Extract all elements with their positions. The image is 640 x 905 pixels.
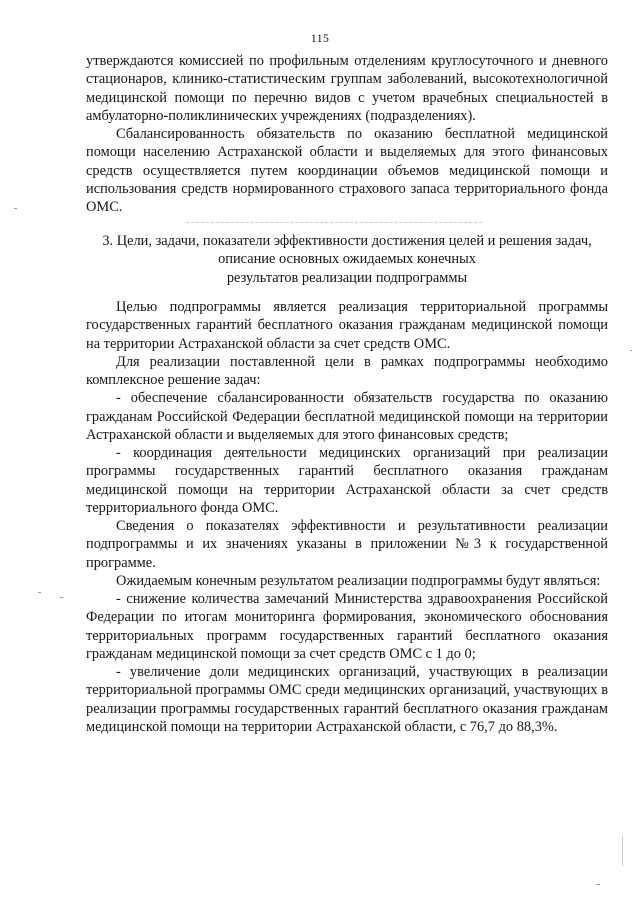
intro-paragraph: Сбалансированность обязательств по оказанию бесплатной медицинской помощи населению Астраханской области и выделяемых для этого финансовых средств осуществляется путем координации объемов медицинской помощи и использования средств нормированного страхового запаса территориального фонда ОМС.	[86, 126, 608, 215]
scan-speck	[14, 208, 17, 209]
body-paragraph: Сведения о показателях эффективности и результативности реализации подпрограммы и их значениях указаны в приложении №3 к государственной программе.	[86, 518, 608, 571]
section-heading-line: результатов реализации подпрограммы	[226, 269, 468, 286]
body-paragraph: - координация деятельности медицинских организаций при реализации программы государственных гарантий бесплатного оказания гражданам медицинской помощи на территории Астраханской области за счет средств территориального фонда ОМС.	[86, 445, 608, 516]
scan-speck	[630, 350, 632, 351]
scan-speck	[596, 884, 600, 885]
body-section	[86, 298, 608, 736]
body-paragraph: Для реализации поставленной цели в рамках подпрограммы необходимо комплексное решение задач:	[86, 353, 608, 388]
scan-speck	[60, 597, 63, 598]
section-heading-line: 3. Цели, задачи, показатели эффективности достижения целей и решения задач,	[102, 233, 592, 249]
intro-paragraph: утверждаются комиссией по профильным отделениям круглосуточного и дневного стационаров, клинико-статистическим группам заболеваний, высокотехнологичной медицинской помощи по перечню видов с учетом врачебных специальностей в амбулаторно-поликлинических учреждениях (подразделениях).	[86, 53, 608, 124]
body-paragraph: Ожидаемым конечным результатом реализации подпрограммы будут являться:	[116, 572, 601, 589]
intro-section	[86, 52, 608, 216]
scan-speck	[38, 592, 41, 593]
body-paragraph: - обеспечение сбалансированности обязательств государства по оказанию гражданам Российской Федерации бесплатной медицинской помощи на территории Астраханской области и выделяемых для этого финансовых средств;	[86, 390, 608, 443]
section-heading-line: описание основных ожидаемых конечных	[218, 251, 476, 268]
scan-edge-line	[622, 836, 623, 866]
body-paragraph: Целью подпрограммы является реализация территориальной программы государственных гарантий бесплатного оказания гражданам медицинской помощи на территории Астраханской области за счет средств ОМС.	[86, 299, 608, 352]
page-number: 115	[310, 31, 330, 45]
body-paragraph: - увеличение доли медицинских организаций, участвующих в реализации территориальной программы ОМС среди медицинских организаций, участвующих в реализации программы государственных гарантий бесплатного оказания гражданам медицинской помощи на территории Астраханской области, с 76,7 до 88,3%.	[86, 664, 608, 735]
section-heading	[86, 232, 608, 287]
body-paragraph: - снижение количества замечаний Министерства здравоохранения Российской Федерации по итогам мониторинга формирования, экономического обоснования территориальных программ государственных гарантий бесплатного оказания гражданам медицинской помощи за счет средств ОМС с 1 до 0;	[86, 591, 608, 662]
section-divider	[186, 222, 482, 223]
